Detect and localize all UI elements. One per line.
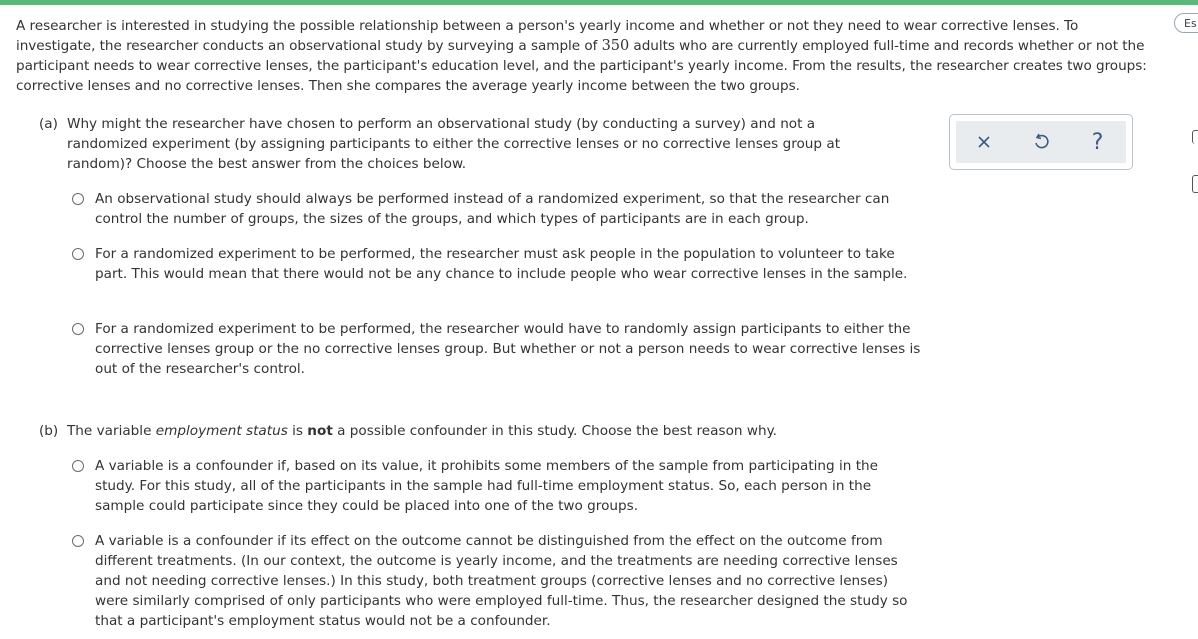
radio-button[interactable] [72, 535, 84, 547]
part-b-question [39, 421, 899, 441]
part-a-option-3[interactable] [72, 319, 922, 379]
part-b-text: is [287, 423, 308, 439]
part-b-text: a possible confounder in this study. Choose the best reason why. [332, 423, 777, 439]
radio-button[interactable] [72, 460, 84, 472]
option-text: For a randomized experiment to be performed, the researcher would have to randomly assign participants to either the corrective lenses group or the no corrective lenses group. But whether or not a person needs to wear corrective lenses is out of the researcher's control. [95, 321, 921, 377]
option-text: A variable is a confounder if its effect on the outcome cannot be distinguished from the effect on the outcome from different treatments. (In our context, the outcome is yearly income, and the treatments are needing corrective lenses and not needing corrective lenses.) In this study, both treatment groups (corrective lenses and no corrective lenses) were similarly comprised of only participants who were employed full-time. Thus, the researcher designed the study so that a participant's employment status would not be a confounder. [95, 533, 908, 629]
intro-text: A researcher is interested in studying the possible relationship between a person's yearly income and whether or not they need to wear corrective lenses. To investigate, the researcher conducts an observational study by surveying a sample of [16, 18, 1079, 54]
help-icon: ? [1091, 129, 1104, 155]
radio-button[interactable] [72, 248, 84, 260]
option-text: For a randomized experiment to be performed, the researcher must ask people in the population to volunteer to take part. This would mean that there would not be any chance to include people who wear corrective lenses in the sample. [95, 246, 908, 282]
side-panel-icon[interactable] [1192, 175, 1198, 193]
part-a-question [39, 114, 899, 174]
problem-intro [16, 16, 1156, 96]
clear-button[interactable] [969, 127, 999, 157]
option-text: An observational study should always be performed instead of a randomized experiment, so that the researcher can control the number of groups, the sizes of the groups, and which types of participants are in each group. [95, 191, 890, 227]
undo-button[interactable] [1026, 127, 1056, 157]
help-button[interactable] [1083, 127, 1113, 157]
top-progress-bar [0, 0, 1198, 5]
sample-size: 350 [601, 38, 630, 54]
variable-name: employment status [155, 423, 288, 439]
emphasis-not: not [307, 423, 333, 439]
part-a-option-2[interactable] [72, 244, 922, 284]
part-a-question-text: Why might the researcher have chosen to perform an observational study (by conducting a survey) and not a randomized experiment (by assigning participants to either the corrective lenses or no corrective lenses group at random)? Choose the best answer from the choices below. [67, 116, 841, 172]
answer-tools-panel [949, 114, 1133, 170]
close-icon [977, 135, 991, 149]
radio-button[interactable] [72, 193, 84, 205]
side-bookmark-icon[interactable] [1192, 130, 1198, 144]
part-b-option-1[interactable] [72, 456, 922, 516]
part-a-label: (a) [39, 116, 58, 132]
undo-icon [1033, 133, 1049, 151]
option-text: A variable is a confounder if, based on its value, it prohibits some members of the sample from participating in the study. For this study, all of the participants in the sample had full-time employment status. So, each person in the sample could participate since they could be placed into one of the two groups. [95, 458, 879, 514]
intro-text-continued: adults who are currently employed full-time and records whether or not the participant needs to wear corrective lenses, the participant's education level, and the participant's yearly income. From the results, the researcher creates two groups: corrective lenses and no corrective lenses. Then she compares the average yearly income between the two groups. [16, 38, 1147, 94]
language-label: Es [1184, 17, 1197, 30]
part-b-label: (b) [39, 423, 59, 439]
part-b-option-2[interactable] [72, 531, 922, 631]
radio-button[interactable] [72, 323, 84, 335]
part-a-option-1[interactable] [72, 189, 922, 229]
language-button[interactable] [1174, 13, 1198, 33]
part-b-text: The variable [67, 423, 156, 439]
